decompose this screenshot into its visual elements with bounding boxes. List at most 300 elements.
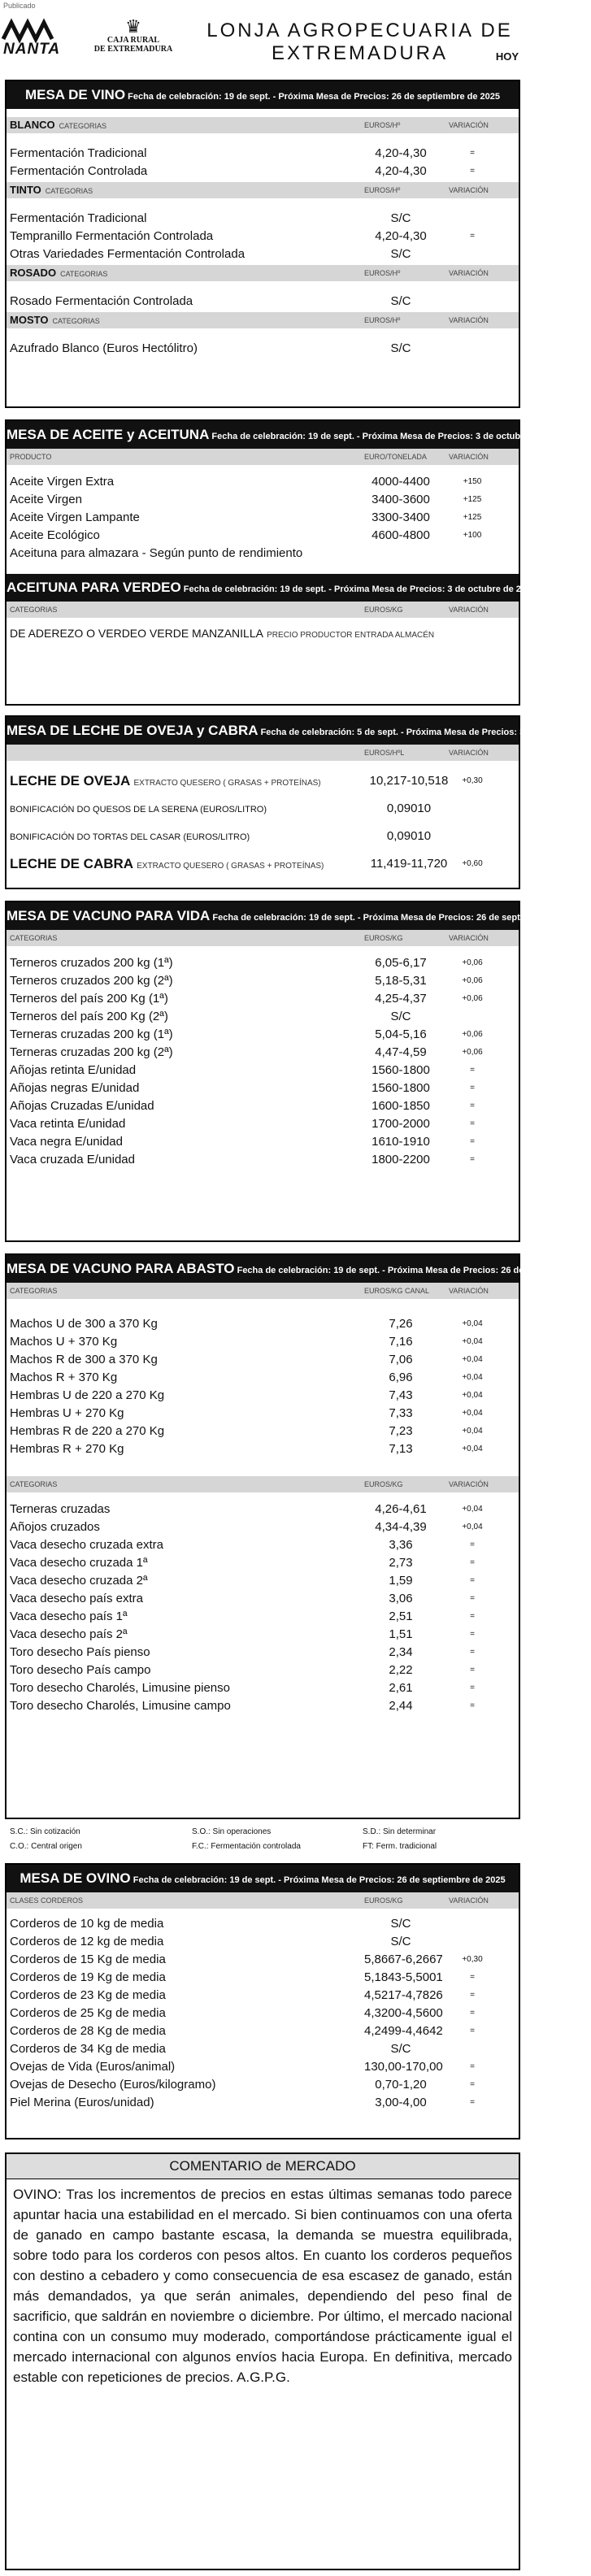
abasto-price: 7,26 <box>389 1317 413 1331</box>
vida-variation: = <box>470 1066 475 1075</box>
vino-variation: = <box>470 167 475 176</box>
page-title <box>195 20 524 65</box>
abasto2-label: Añojos cruzados <box>10 1520 100 1534</box>
aceite-price: 4600-4800 <box>372 528 430 542</box>
abasto-row <box>7 1387 519 1405</box>
vino-price: S/C <box>390 294 411 308</box>
vino-group-cat: CATEGORIAS <box>45 187 93 195</box>
mesa-vida-bar <box>7 902 585 930</box>
abasto-price: 7,13 <box>389 1442 413 1456</box>
vida-row <box>7 1133 519 1151</box>
vino-label: Fermentación Tradicional <box>10 146 147 160</box>
vino-price: 4,20-4,30 <box>375 229 427 243</box>
legend-sd: S.D.: Sin determinar <box>363 1827 437 1836</box>
abasto-variation: +0,04 <box>462 1337 483 1346</box>
mesa-vino-title: MESA DE VINO <box>24 87 126 102</box>
ovino-label: Corderos de 10 kg de media <box>10 1917 164 1931</box>
abasto2-label: Vaca desecho cruzada 2ª <box>10 1574 148 1588</box>
vino-label: Rosado Fermentación Controlada <box>10 294 193 308</box>
ovino-label: Ovejas de Vida (Euros/animal) <box>10 2060 176 2074</box>
verdeo-col-unit: EUROS/KG <box>364 606 403 614</box>
vida-label: Añojas retinta E/unidad <box>10 1063 137 1077</box>
vida-row <box>7 972 519 990</box>
abasto2-variation: +0,04 <box>462 1523 483 1531</box>
abasto-row <box>7 1351 519 1369</box>
vida-label: Vaca retinta E/unidad <box>10 1117 126 1131</box>
abasto-variation: +0,04 <box>462 1444 483 1453</box>
abasto2-row <box>7 1501 519 1518</box>
abasto2-variation: +0,04 <box>462 1505 483 1514</box>
vida-price: S/C <box>390 1010 411 1023</box>
abasto2-col-unit: EUROS/KG <box>364 1480 403 1488</box>
leche-variation: +0,30 <box>462 776 483 785</box>
ovino-label: Corderos de 25 Kg de media <box>10 2006 166 2020</box>
mesa-leche-title: MESA DE LECHE DE OVEJA y CABRA <box>7 723 259 738</box>
abasto2-label: Toro desecho Charolés, Limusine pienso <box>10 1681 230 1695</box>
abasto-table-header <box>7 1283 519 1299</box>
vino-row <box>7 145 519 163</box>
vino-group-var: VARIACIÓN <box>449 316 489 324</box>
crest-icon: ♛ <box>125 16 141 37</box>
abasto-label: Hembras R + 270 Kg <box>10 1442 124 1456</box>
vida-price: 1800-2200 <box>372 1153 430 1166</box>
vida-price: 4,25-4,37 <box>375 992 427 1006</box>
abasto-label: Machos U de 300 a 370 Kg <box>10 1317 158 1331</box>
leche-row <box>7 823 519 850</box>
vino-row <box>7 228 519 245</box>
vida-price: 1560-1800 <box>372 1081 430 1095</box>
vida-row <box>7 1097 519 1115</box>
leche-label: BONIFICACIÓN DO QUESOS DE LA SERENA (EUROS/LITRO) <box>10 805 267 815</box>
aceite-col-producto: PRODUCTO <box>10 453 52 461</box>
vino-group-label: ROSADO <box>10 267 57 279</box>
ovino-price: 0,70-1,20 <box>375 2078 427 2092</box>
abasto2-variation: = <box>470 1594 475 1603</box>
mesa-vino-dates: Fecha de celebración: 19 de sept. - Próxima Mesa de Precios: 26 de septiembre de 2025 <box>128 92 501 102</box>
caja-rural-line2: DE EXTREMADURA <box>93 45 173 54</box>
abasto2-variation: = <box>470 1701 475 1710</box>
ovino-row <box>7 2058 519 2076</box>
abasto2-row <box>7 1644 519 1662</box>
mesa-abasto-dates: Fecha de celebración: 19 de sept. - Próxima Mesa de Precios: 26 de sept. de 2025 <box>237 1266 583 1275</box>
aceite-variation: +125 <box>463 513 482 522</box>
abasto2-price: 2,61 <box>389 1681 413 1695</box>
verdeo-bar <box>7 574 537 602</box>
ovino-price: S/C <box>390 1935 411 1948</box>
verdeo-table-header <box>7 602 519 618</box>
mesa-ovino-title: MESA DE OVINO <box>20 1870 131 1886</box>
vida-variation: = <box>470 1119 475 1128</box>
abasto2-price: 3,36 <box>389 1538 413 1552</box>
legend-fc: F.C.: Fermentación controlada <box>192 1842 301 1851</box>
vino-group-cat: CATEGORIAS <box>52 317 100 325</box>
aceite-variation: +150 <box>463 477 482 486</box>
abasto2-price: 4,34-4,39 <box>375 1520 427 1534</box>
aceite-variation: +100 <box>463 531 482 540</box>
vino-group-header <box>7 182 519 198</box>
vino-group-var: VARIACIÓN <box>449 269 489 277</box>
page-header <box>0 15 528 63</box>
abasto2-row <box>7 1662 519 1679</box>
abasto2-price: 1,51 <box>389 1627 413 1641</box>
mesa-vino-section <box>5 80 520 408</box>
vida-row <box>7 990 519 1008</box>
abasto2-variation: = <box>470 1576 475 1585</box>
ovino-price: S/C <box>390 2042 411 2056</box>
ovino-variation: = <box>470 1973 475 1982</box>
vida-table-header <box>7 930 519 946</box>
abasto2-variation: = <box>470 1558 475 1567</box>
ovino-row <box>7 1951 519 1969</box>
ovino-variation: = <box>470 2026 475 2035</box>
vino-variation: = <box>470 149 475 158</box>
vida-price: 4,47-4,59 <box>375 1045 427 1059</box>
mesa-vacuno-abasto-section <box>5 1253 583 1819</box>
ovino-row <box>7 1987 519 2005</box>
ovino-price: 4,3200-4,5600 <box>364 2006 443 2020</box>
vida-row <box>7 1062 519 1079</box>
abasto2-variation: = <box>470 1683 475 1692</box>
leche-table-header <box>7 745 519 761</box>
vida-row <box>7 1008 519 1026</box>
abasto-col-cat: CATEGORIAS <box>10 1287 58 1295</box>
ovino-price: 5,1843-5,5001 <box>364 1970 443 1984</box>
verdeo-row-note: PRECIO PRODUCTOR ENTRADA ALMACÉN <box>267 631 435 640</box>
mesa-aceite-section <box>5 419 564 706</box>
vino-price: 4,20-4,30 <box>375 164 427 178</box>
aceite-col-var: VARIACIÓN <box>449 453 489 461</box>
abasto2-price: 1,59 <box>389 1574 413 1588</box>
aceite-price: 4000-4400 <box>372 475 430 489</box>
vino-row <box>7 163 519 180</box>
abasto2-label: Vaca desecho cruzada 1ª <box>10 1556 148 1570</box>
publish-note: Publicado <box>3 2 36 10</box>
vida-col-var: VARIACIÓN <box>449 934 489 942</box>
ovino-col-var: VARIACIÓN <box>449 1896 489 1905</box>
leche-sublabel: EXTRACTO QUESERO ( GRASAS + PROTEÍNAS) <box>133 779 321 788</box>
ovino-row <box>7 1969 519 1987</box>
mesa-vino-bar <box>7 81 519 109</box>
mesa-aceite-bar <box>7 421 564 449</box>
abasto2-variation: = <box>470 1648 475 1657</box>
mesa-leche-section <box>5 715 591 889</box>
abasto2-variation: = <box>470 1666 475 1675</box>
vino-group-label: TINTO <box>10 184 41 196</box>
vino-group-header <box>7 312 519 328</box>
hoy-logo: HOY <box>495 50 519 63</box>
mesa-abasto-bar <box>7 1255 583 1283</box>
vino-group-label: MOSTO <box>10 314 49 326</box>
vino-label: Fermentación Controlada <box>10 164 148 178</box>
abasto-row <box>7 1315 519 1333</box>
vino-group-label: BLANCO <box>10 119 55 131</box>
vida-label: Terneros del país 200 Kg (2ª) <box>10 1010 168 1023</box>
vida-variation: +0,06 <box>462 1048 483 1057</box>
aceite-row <box>7 527 519 545</box>
aceite-label: Aceite Virgen Extra <box>10 475 115 489</box>
abasto-variation: +0,04 <box>462 1391 483 1400</box>
verdeo-dates: Fecha de celebración: 19 de sept. - Próxima Mesa de Precios: 3 de octubre de 2025 <box>183 584 537 594</box>
verdeo-title: ACEITUNA PARA VERDEO <box>7 580 181 595</box>
ovino-table-header <box>7 1892 519 1909</box>
page-title-line2: EXTREMADURA <box>271 42 449 64</box>
mesa-leche-bar <box>7 717 591 745</box>
vida-variation: = <box>470 1101 475 1110</box>
abasto-row <box>7 1405 519 1423</box>
abasto2-label: Toro desecho Charolés, Limusine campo <box>10 1699 231 1713</box>
abasto2-label: Toro desecho País pienso <box>10 1645 150 1659</box>
aceite-label: Aceite Ecológico <box>10 528 100 542</box>
abasto2-label: Vaca desecho país 2ª <box>10 1627 128 1641</box>
abasto2-col-cat: CATEGORIAS <box>10 1480 58 1488</box>
abasto2-row <box>7 1518 519 1536</box>
abasto-variation: +0,04 <box>462 1373 483 1382</box>
leche-row <box>7 850 519 878</box>
abasto2-price: 4,26-4,61 <box>375 1502 427 1516</box>
vino-label: Fermentación Tradicional <box>10 211 147 225</box>
vida-col-cat: CATEGORIAS <box>10 934 58 942</box>
ovino-label: Corderos de 28 Kg de media <box>10 2024 166 2038</box>
aceite-label: Aceite Virgen <box>10 493 82 506</box>
vida-variation: +0,06 <box>462 1030 483 1039</box>
vida-label: Terneros cruzados 200 kg (1ª) <box>10 956 173 970</box>
mesa-abasto-title: MESA DE VACUNO PARA ABASTO <box>7 1261 235 1276</box>
abasto-variation: +0,04 <box>462 1319 483 1328</box>
ovino-variation: = <box>470 2062 475 2071</box>
abasto-variation: +0,04 <box>462 1427 483 1436</box>
aceite-row <box>7 473 519 491</box>
vida-label: Añojas Cruzadas E/unidad <box>10 1099 154 1113</box>
ovino-col-clases: CLASES CORDEROS <box>10 1896 84 1905</box>
abasto2-row <box>7 1679 519 1697</box>
mesa-vida-title: MESA DE VACUNO PARA VIDA <box>7 908 211 923</box>
abasto-label: Machos R + 370 Kg <box>10 1371 118 1384</box>
vida-col-unit: EUROS/KG <box>364 934 403 942</box>
abasto2-price: 2,44 <box>389 1699 413 1713</box>
vida-label: Terneras cruzadas 200 kg (1ª) <box>10 1027 173 1041</box>
ovino-label: Corderos de 34 Kg de media <box>10 2042 166 2056</box>
vino-row <box>7 210 519 228</box>
ovino-variation: = <box>470 2009 475 2018</box>
ovino-row <box>7 2094 519 2112</box>
ovino-price: 130,00-170,00 <box>364 2060 443 2074</box>
vino-row <box>7 293 519 311</box>
aceite-price: 3300-3400 <box>372 510 430 524</box>
abasto2-row <box>7 1697 519 1715</box>
vino-group-header <box>7 265 519 281</box>
leche-table <box>7 761 519 878</box>
ovino-variation: = <box>470 1991 475 2000</box>
mesa-ovino-bar <box>7 1865 519 1892</box>
mesa-vida-dates: Fecha de celebración: 19 de sept. - Próxima Mesa de Precios: 26 de septiembre de 2025 <box>212 913 585 923</box>
verdeo-row <box>7 624 519 642</box>
abasto2-variation: = <box>470 1540 475 1549</box>
abasto-row <box>7 1440 519 1458</box>
abasto2-label: Vaca desecho país extra <box>10 1592 143 1605</box>
abasto-label: Hembras R de 220 a 270 Kg <box>10 1424 165 1438</box>
vida-row <box>7 1151 519 1169</box>
aceite-table-header <box>7 449 519 465</box>
aceite-row <box>7 491 519 509</box>
leche-price: 0,09010 <box>386 829 432 843</box>
comentario-title: COMENTARIO de MERCADO <box>7 2154 519 2179</box>
abasto2-col-var: VARIACIÓN <box>449 1480 489 1488</box>
vida-price: 1610-1910 <box>372 1135 430 1149</box>
abasto-variation: +0,04 <box>462 1355 483 1364</box>
nanta-brand: NANTA <box>3 41 61 58</box>
vida-row <box>7 1115 519 1133</box>
abasto-price: 7,23 <box>389 1424 413 1438</box>
vida-price: 1700-2000 <box>372 1117 430 1131</box>
abasto-row <box>7 1423 519 1440</box>
abasto2-price: 2,22 <box>389 1663 413 1677</box>
vida-variation: = <box>470 1137 475 1146</box>
aceite-row <box>7 545 519 563</box>
vino-group-unit: EUROS/Hº <box>364 269 401 277</box>
verdeo-row-label: DE ADEREZO O VERDEO VERDE MANZANILLA <box>10 627 263 640</box>
ovino-label: Ovejas de Desecho (Euros/kilogramo) <box>10 2078 216 2092</box>
vino-group-var: VARIACIÓN <box>449 121 489 129</box>
comentario-text: OVINO: Tras los incrementos de precios en estas últimas semanas todo parece apuntar hacia una estabilidad en el mercado. Si bien continuamos con una oferta de ganado en campo bastante escasa, la demanda se muestra equilibrada, sobre todo para los corderos con pesos altos. En cuanto los corderos pequeños con destino a cebadero y como consecuencia de esa escasez de ganado, están más demandados, ya que serán animales, dependiendo del peso final de sacrificio, que saldrán en noviembre o diciembre. Por último, el mercado nacional contina con un consumo muy moderado, comportándose prácticamente igual el mercado internacional con algunos envíos hacia Europa. En definitiva, mercado estable con repeticiones de precios. A.G.P.G. <box>13 2187 512 2385</box>
leche-col-unit: EUROS/HºL <box>364 749 405 757</box>
vino-label: Azufrado Blanco (Euros Hectólitro) <box>10 341 198 355</box>
vida-variation: +0,06 <box>462 976 483 985</box>
vida-price: 5,04-5,16 <box>375 1027 427 1041</box>
vida-row <box>7 1079 519 1097</box>
leche-row <box>7 767 519 795</box>
ovino-price: 5,8667-6,2667 <box>364 1953 443 1966</box>
vino-variation: = <box>470 232 475 241</box>
ovino-price: 4,2499-4,4642 <box>364 2024 443 2038</box>
leche-col-var: VARIACIÓN <box>449 749 489 757</box>
vida-label: Vaca negra E/unidad <box>10 1135 123 1149</box>
ovino-table <box>7 1915 519 2112</box>
abasto2-row <box>7 1626 519 1644</box>
ovino-variation: = <box>470 2080 475 2089</box>
leche-label: LECHE DE CABRA <box>10 856 134 871</box>
vino-price: S/C <box>390 211 411 225</box>
vida-price: 1560-1800 <box>372 1063 430 1077</box>
ovino-row <box>7 2076 519 2094</box>
vida-variation: = <box>470 1155 475 1164</box>
abasto-price: 7,16 <box>389 1335 413 1349</box>
mesa-aceite-dates: Fecha de celebración: 19 de sept. - Próxima Mesa de Precios: 3 de octubre de 2025 <box>211 432 564 441</box>
verdeo-col-var: VARIACIÓN <box>449 606 489 614</box>
abasto2-variation: = <box>470 1612 475 1621</box>
aceite-col-unit: EURO/TONELADA <box>364 453 427 461</box>
vida-variation: +0,06 <box>462 958 483 967</box>
abasto-variation: +0,04 <box>462 1409 483 1418</box>
caja-rural-line1: CAJA RURAL <box>106 36 160 45</box>
ovino-row <box>7 2005 519 2022</box>
vida-label: Terneras cruzadas 200 kg (2ª) <box>10 1045 173 1059</box>
abasto2-label: Vaca desecho país 1ª <box>10 1609 128 1623</box>
vino-group-unit: EUROS/Hº <box>364 316 401 324</box>
abasto2-price: 2,73 <box>389 1556 413 1570</box>
aceite-price: 3400-3600 <box>372 493 430 506</box>
aceite-label: Aceituna para almazara - Según punto de rendimiento <box>10 546 303 560</box>
abasto2-row <box>7 1572 519 1590</box>
leche-label: LECHE DE OVEJA <box>10 773 131 788</box>
abasto2-row <box>7 1590 519 1608</box>
abasto-price: 7,43 <box>389 1388 413 1402</box>
ovino-row <box>7 2022 519 2040</box>
abasto2-price: 3,06 <box>389 1592 413 1605</box>
vida-price: 6,05-6,17 <box>375 956 427 970</box>
abbreviations-legend <box>5 1824 520 1857</box>
abasto-label: Hembras U + 270 Kg <box>10 1406 124 1420</box>
aceite-label: Aceite Virgen Lampante <box>10 510 140 524</box>
leche-label: BONIFICACIÓN DO TORTAS DEL CASAR (EUROS/LITRO) <box>10 832 250 842</box>
legend-so: S.O.: Sin operaciones <box>192 1827 272 1836</box>
ovino-row <box>7 1933 519 1951</box>
aceite-row <box>7 509 519 527</box>
abasto-price: 7,33 <box>389 1406 413 1420</box>
abasto-label: Machos R de 300 a 370 Kg <box>10 1353 158 1366</box>
vino-group-cat: CATEGORIAS <box>60 270 108 278</box>
comentario-mercado-section <box>5 2152 520 2570</box>
abasto-price: 6,96 <box>389 1371 413 1384</box>
vino-price: S/C <box>390 247 411 261</box>
vino-label: Tempranillo Fermentación Controlada <box>10 229 214 243</box>
aceite-table <box>7 473 519 563</box>
vino-group-header <box>7 117 519 133</box>
vida-table <box>7 954 519 1169</box>
ovino-label: Corderos de 19 Kg de media <box>10 1970 166 1984</box>
abasto2-row <box>7 1536 519 1554</box>
ovino-label: Corderos de 12 kg de media <box>10 1935 164 1948</box>
legend-sc: S.C.: Sin cotización <box>10 1827 80 1836</box>
vida-row <box>7 1026 519 1044</box>
abasto-table <box>7 1315 519 1458</box>
vida-label: Vaca cruzada E/unidad <box>10 1153 135 1166</box>
mesa-ovino-dates: Fecha de celebración: 19 de sept. - Próxima Mesa de Precios: 26 de septiembre de 2025 <box>133 1875 506 1885</box>
ovino-row <box>7 2040 519 2058</box>
abasto2-row <box>7 1554 519 1572</box>
vino-row <box>7 245 519 263</box>
ovino-price: S/C <box>390 1917 411 1931</box>
mesa-vino-table <box>7 109 519 358</box>
nanta-logo <box>3 21 70 59</box>
abasto2-variation: = <box>470 1630 475 1639</box>
vida-label: Terneros cruzados 200 kg (2ª) <box>10 974 173 988</box>
ovino-variation: +0,30 <box>462 1955 483 1964</box>
abasto2-row <box>7 1608 519 1626</box>
abasto2-price: 2,51 <box>389 1609 413 1623</box>
vino-group-cat: CATEGORIAS <box>59 122 106 130</box>
ovino-label: Corderos de 23 Kg de media <box>10 1988 166 2002</box>
abasto2-label: Vaca desecho cruzada extra <box>10 1538 164 1552</box>
verdeo-col-cat: CATEGORIAS <box>10 606 58 614</box>
abasto-row <box>7 1369 519 1387</box>
abasto-label: Hembras U de 220 a 270 Kg <box>10 1388 165 1402</box>
leche-price: 10,217-10,518 <box>369 774 449 788</box>
abasto-table2 <box>7 1501 519 1715</box>
vino-price: S/C <box>390 341 411 355</box>
vino-label: Otras Variedades Fermentación Controlada <box>10 247 246 261</box>
vino-row <box>7 340 519 358</box>
leche-price: 11,419-11,720 <box>370 857 448 871</box>
abasto-label: Machos U + 370 Kg <box>10 1335 118 1349</box>
ovino-price: 4,5217-4,7826 <box>364 1988 443 2002</box>
mesa-ovino-section <box>5 1863 520 2139</box>
page-title-line1: LONJA AGROPECUARIA DE <box>206 20 513 41</box>
abasto2-price: 2,34 <box>389 1645 413 1659</box>
vino-group-unit: EUROS/Hº <box>364 186 401 194</box>
ovino-label: Corderos de 15 Kg de media <box>10 1953 166 1966</box>
nanta-logo-icon <box>3 21 52 41</box>
vida-variation: +0,06 <box>462 994 483 1003</box>
